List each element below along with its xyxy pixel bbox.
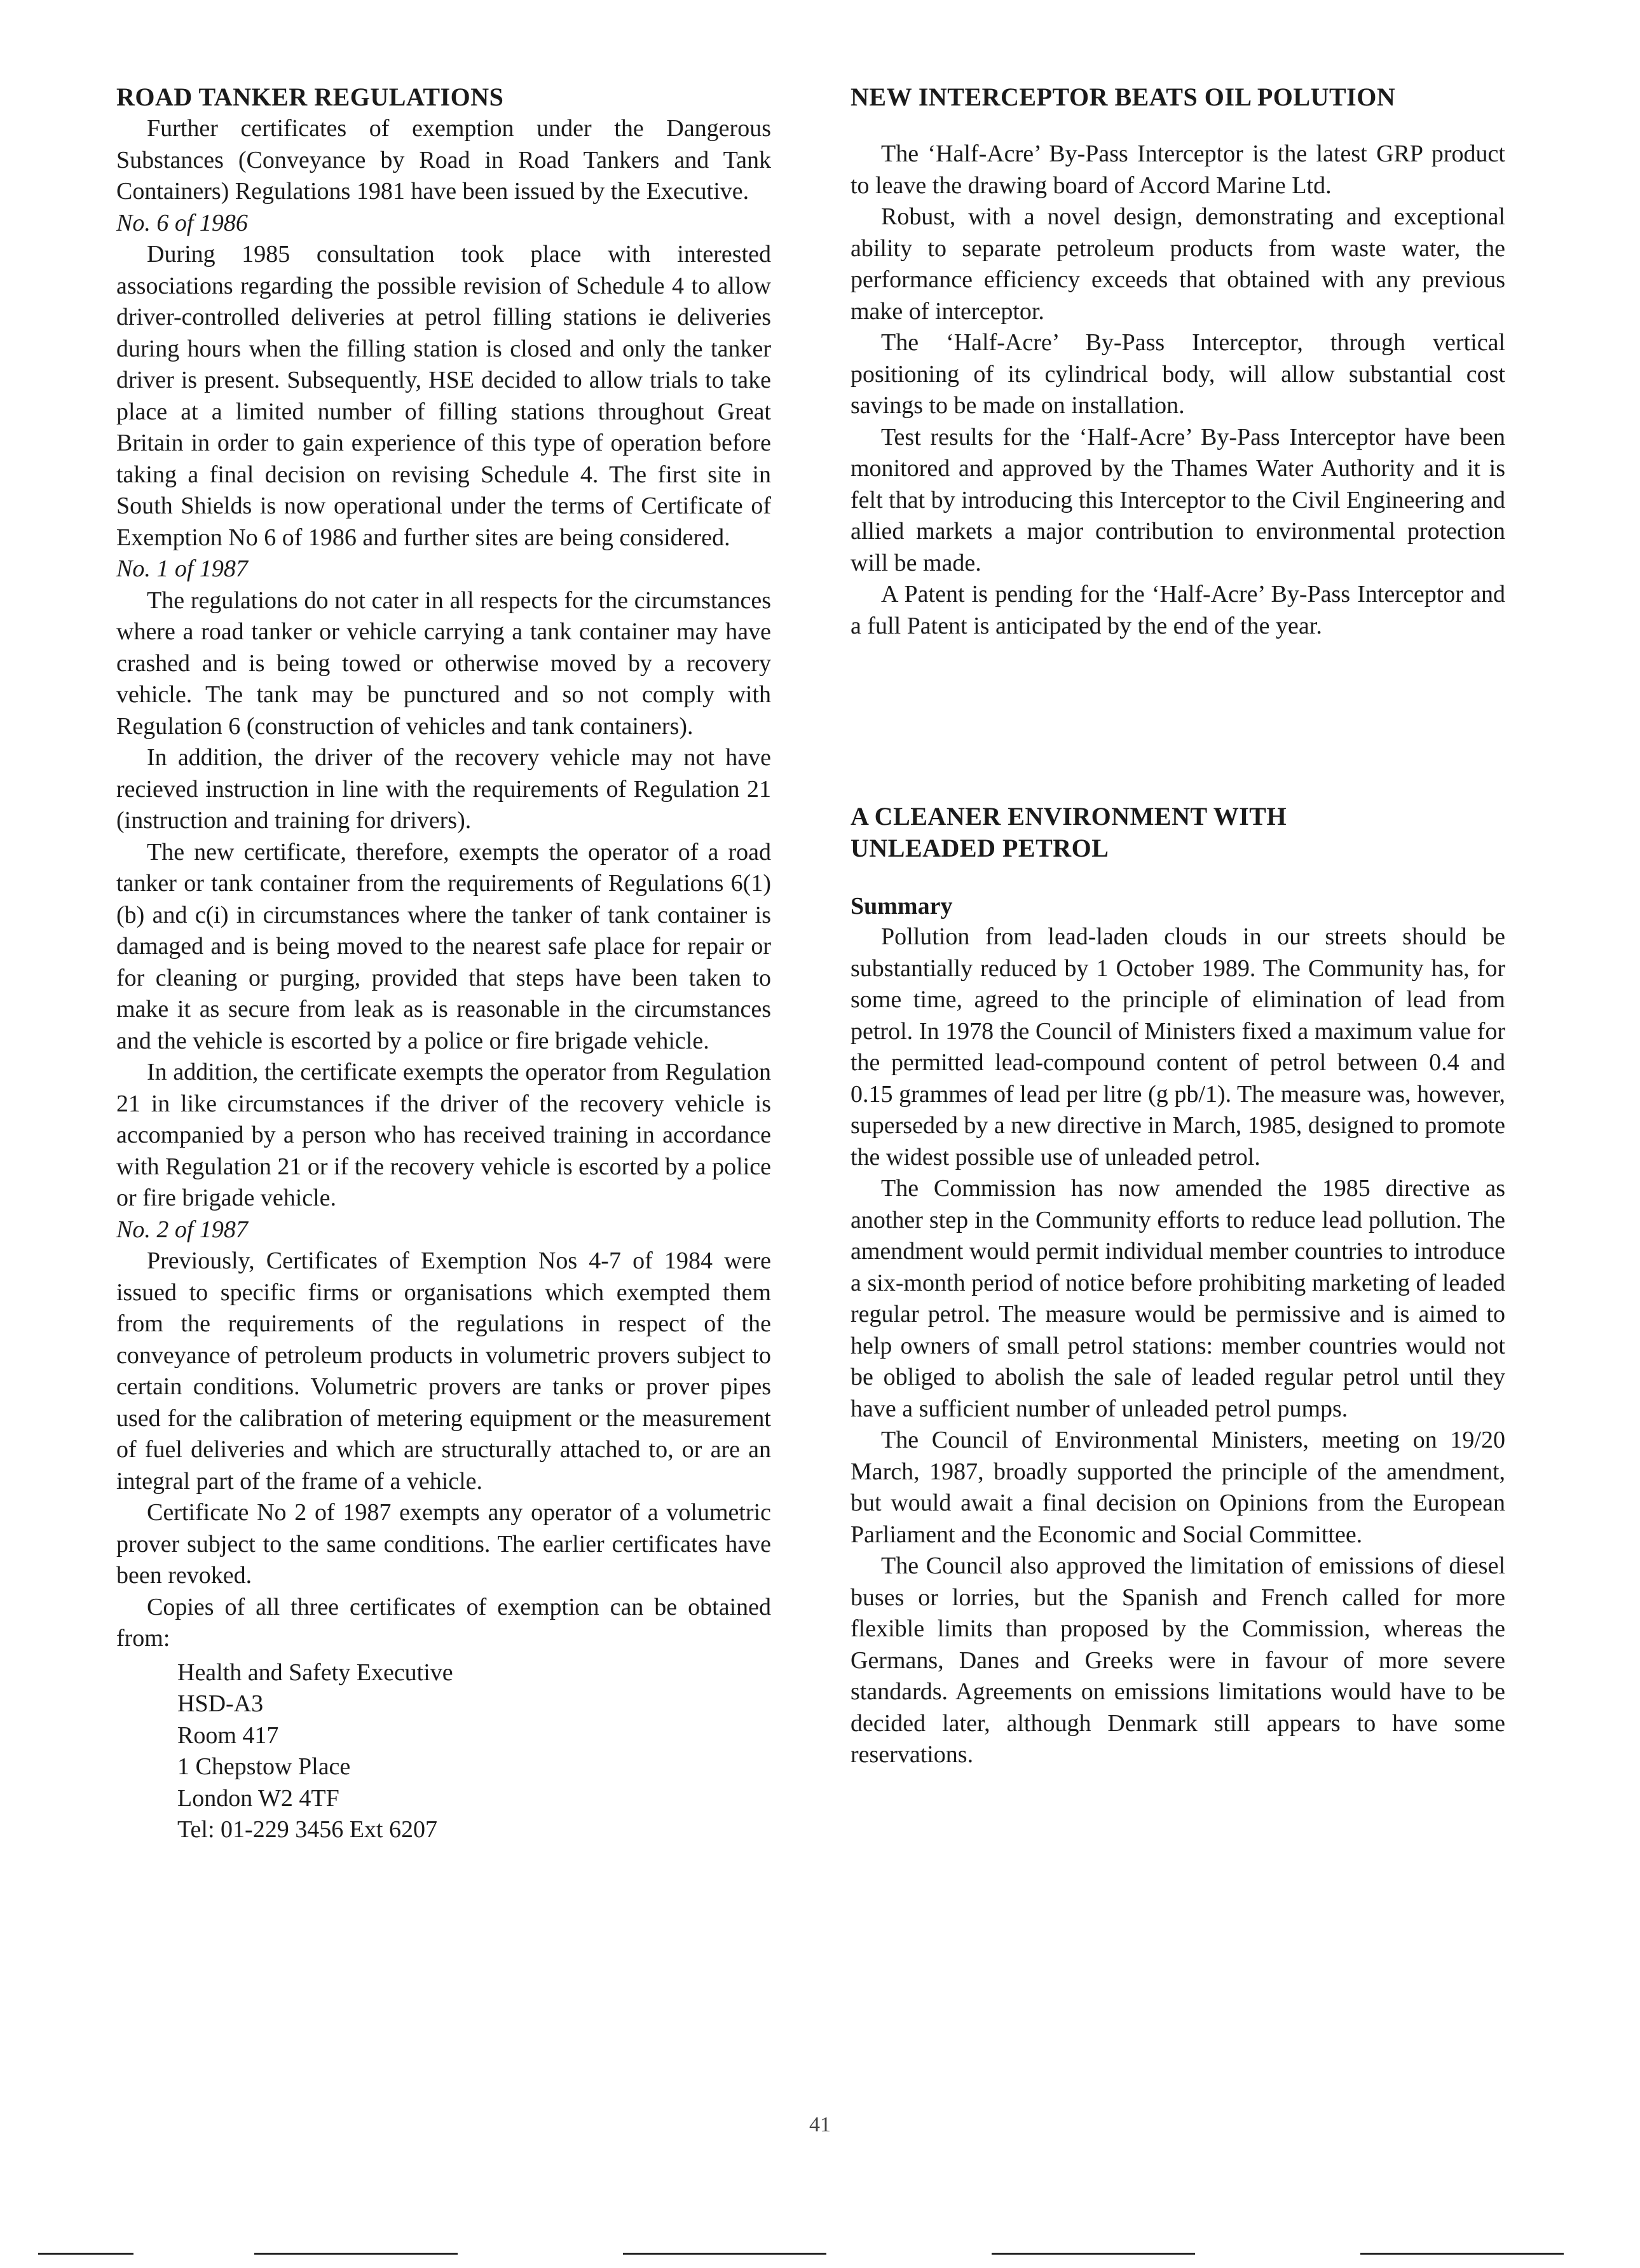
cert-label-2-1987: No. 2 of 1987 [116, 1216, 248, 1243]
interceptor-paragraph-2: Robust, with a novel design, demonstrating and exceptional ability to separate petroleum products from waste water, the performance efficiency exceeds that obtained with any previous make of interceptor. [851, 203, 1505, 325]
cert-label-1-1987: No. 1 of 1987 [116, 555, 248, 582]
right-column [851, 81, 1505, 1771]
address-line: Health and Safety Executive [177, 1659, 453, 1686]
interceptor-paragraph-4: Test results for the ‘Half-Acre’ By-Pass Interceptor have been monitored and approved by the Thames Water Authority and it is felt that by introducing this Interceptor to the Civil Engineering and allied markets a major contribution to environmental protection will be made. [851, 423, 1505, 576]
unleaded-heading-line-2: UNLEADED PETROL [851, 834, 1109, 862]
unleaded-heading-line-1: A CLEANER ENVIRONMENT WITH [851, 802, 1287, 831]
unleaded-paragraph-2: The Commission has now amended the 1985 directive as another step in the Community efforts to reduce lead pollution. The amendment would permit individual member countries to introduce a six-month period of notice before prohibiting marketing of leaded regular petrol. The measure would be permissive and is aimed to help owners of small petrol stations: member countries would not be obliged to abolish the sale of leaded regular petrol until they have a sufficient number of unleaded petrol pumps. [851, 1175, 1505, 1422]
hse-address [177, 1657, 771, 1846]
bottom-rule [992, 2253, 1195, 2255]
address-line: 1 Chepstow Place [177, 1753, 351, 1780]
cert-1-1987-paragraph-1: The regulations do not cater in all respects for the circumstances where a road tanker or vehicle carrying a tank container may have crashed and is being towed or otherwise moved by a recovery vehicle. The tank may be punctured and so not comply with Regulation 6 (construction of vehicles and tank containers). [116, 587, 771, 740]
cert-2-1987-paragraph-3: Copies of all three certificates of exemption can be obtained from: [116, 1593, 771, 1652]
cert-6-1986-paragraph: During 1985 consultation took place with interested associations regarding the possible revision of Schedule 4 to allow driver-controlled deliveries at petrol filling stations ie deliveries during hours when the filling station is closed and only the tanker driver is present. Subsequently, HSE decided to allow trials to take place at a limited number of filling stations throughout Great Britain in order to gain experience of this type of operation before taking a final decision on revising Schedule 4. The first site in South Shields is now operational under the terms of Certificate of Exemption No 6 of 1986 and further sites are being considered. [116, 241, 771, 551]
cert-2-1987-paragraph-1: Previously, Certificates of Exemption Nos 4-7 of 1984 were issued to specific firms or organisations which exempted them from the requirements of the regulations in respect of the conveyance of petroleum products in volumetric provers subject to certain conditions. Volumetric provers are tanks or prover pipes used for the calibration of metering equipment or the measurement of fuel deliveries and which are structurally attached to, or are an integral part of the frame of a vehicle. [116, 1247, 771, 1495]
interceptor-paragraph-3: The ‘Half-Acre’ By-Pass Interceptor, through vertical positioning of its cylindrical body, will allow substantial cost savings to be made on installation. [851, 329, 1505, 419]
cert-1-1987-paragraph-2: In addition, the driver of the recovery vehicle may not have recieved instruction in line with the requirements of Regulation 21 (instruction and training for drivers). [116, 744, 771, 834]
bottom-rule [623, 2253, 826, 2255]
left-column [116, 81, 771, 1846]
cert-2-1987-paragraph-2: Certificate No 2 of 1987 exempts any operator of a volumetric prover subject to the same conditions. The earlier certificates have been revoked. [116, 1499, 771, 1589]
cert-label-6-1986: No. 6 of 1986 [116, 209, 248, 236]
interceptor-paragraph-1: The ‘Half-Acre’ By-Pass Interceptor is the latest GRP product to leave the drawing board of Accord Marine Ltd. [851, 140, 1505, 199]
page-number: 41 [809, 2113, 831, 2136]
interceptor-paragraph-5: A Patent is pending for the ‘Half-Acre’ By-Pass Interceptor and a full Patent is anticipated by the end of the year. [851, 581, 1505, 639]
road-tanker-heading: ROAD TANKER REGULATIONS [116, 83, 504, 111]
cert-1-1987-paragraph-4: In addition, the certificate exempts the operator from Regulation 21 in like circumstances if the driver of the recovery vehicle is accompanied by a person who has received training in accordance with Regulation 21 or if the recovery vehicle is escorted by a police or fire brigade vehicle. [116, 1059, 771, 1211]
address-line: London W2 4TF [177, 1784, 339, 1812]
unleaded-paragraph-1: Pollution from lead-laden clouds in our streets should be substantially reduced by 1 October 1989. The Community has, for some time, agreed to the principle of elimination of lead from petrol. In 1978 the Council of Ministers fixed a maximum value for the permitted lead-compound content of petrol between 0.4 and 0.15 grammes of lead per litre (g pb/1). The measure was, however, superseded by a new directive in March, 1985, designed to promote the widest possible use of unleaded petrol. [851, 923, 1505, 1171]
address-line: Room 417 [177, 1721, 279, 1749]
bottom-rule [1360, 2253, 1564, 2255]
unleaded-paragraph-3: The Council of Environmental Ministers, meeting on 19/20 March, 1987, broadly supported the principle of the amendment, but would await a final decision on Opinions from the European Parliament and the Economic and Social Committee. [851, 1427, 1505, 1548]
bottom-rule [254, 2253, 458, 2255]
address-line: HSD-A3 [177, 1690, 264, 1717]
interceptor-heading: NEW INTERCEPTOR BEATS OIL POLUTION [851, 83, 1396, 111]
unleaded-paragraph-4: The Council also approved the limitation of emissions of diesel buses or lorries, but the Spanish and French called for more flexible limits than proposed by the Commission, whereas the Germans, Danes and Greeks were in favour of more severe standards. Agreements on emissions limitations would have to be decided later, although Denmark still appears to have some reservations. [851, 1552, 1505, 1768]
summary-subheading: Summary [851, 893, 953, 920]
bottom-rule [38, 2253, 133, 2255]
cert-1-1987-paragraph-3: The new certificate, therefore, exempts the operator of a road tanker or tank container from the requirements of Regulations 6(1)(b) and c(i) in circumstances where the tanker of tank container is damaged and is being moved to the nearest safe place for repair or for cleaning or purging, provided that steps have been taken to make it as secure from leak as is reasonable in the circumstances and the vehicle is escorted by a police or fire brigade vehicle. [116, 838, 771, 1054]
address-line: Tel: 01-229 3456 Ext 6207 [177, 1816, 437, 1843]
intro-paragraph: Further certificates of exemption under the Dangerous Substances (Conveyance by Road in Road Tankers and Tank Containers) Regulations 1981 have been issued by the Executive. [116, 115, 771, 205]
